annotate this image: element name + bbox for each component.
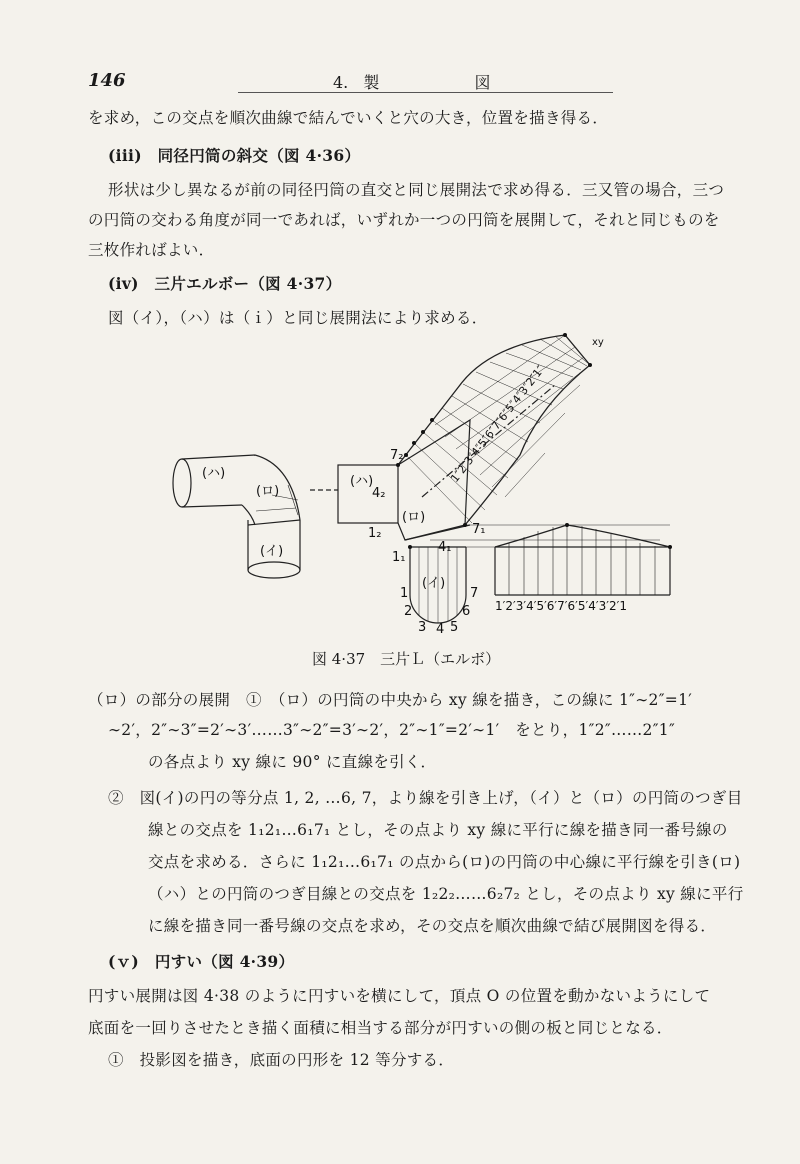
label-ro-left: (ロ) — [256, 484, 280, 499]
elbow-end-ellipse — [173, 459, 191, 507]
i-development-strip — [495, 525, 670, 595]
section-heading-iii: (iii) 同径円筒の斜交（図 4·36） — [108, 146, 361, 165]
header-rule — [238, 92, 613, 93]
paragraph-line: 円すい展開は図 4·38 のように円すいを横にして，頂点 O の位置を動かないようにして — [88, 987, 711, 1005]
label-ha: (ハ) — [350, 474, 374, 489]
paragraph-line: ∼2′，2″∼3″=2′∼3′……3″∼2″=3′∼2′，2″∼1″=2′∼1′ をとり，1″2″……2″1″ — [108, 721, 676, 739]
figure-caption: 図 4·37 三片Ｌ（エルボ） — [312, 650, 501, 668]
label-ha-left: (ハ) — [202, 466, 226, 481]
page-header — [88, 70, 748, 96]
paragraph-line: の円筒の交わる角度が同一であれば，いずれか一つの円筒を展開して，それと同じものを — [88, 211, 720, 229]
development-curve — [495, 525, 670, 547]
chapter-title-part1: 製 — [363, 73, 380, 92]
label-4-2: 4₂ — [372, 486, 386, 501]
label-4-1: 4₁ — [438, 540, 452, 555]
elbow-development-figure — [160, 325, 680, 645]
paragraph-line: 図（イ），（ハ）は（ｉ）と同じ展開法により求める． — [108, 309, 488, 327]
elbow-sketch — [173, 455, 300, 578]
paragraph-line: に線を描き同一番号線の交点を求め，その交点を順次曲線で結び展開図を得る． — [148, 917, 717, 935]
xy-label: xy — [592, 337, 604, 348]
label-ro: (ロ) — [402, 510, 426, 525]
paragraph-line: 形状は少し異なるが前の同径円筒の直交と同じ展開法で求め得る．三又管の場合，三つ — [108, 181, 725, 199]
paragraph-line: を求め，この交点を順次曲線で結んでいくと穴の大き，位置を描き得る． — [88, 109, 609, 127]
paragraph-line: （ロ）の部分の展開 ① （ロ）の円筒の中央から xy 線を描き，この線に 1″∼2″=1′ — [88, 691, 693, 709]
chapter-heading — [333, 70, 490, 93]
label-1-1: 1₁ — [392, 550, 406, 565]
elbow-joint — [248, 520, 300, 525]
paragraph-line: 線との交点を 1₁2₁…6₁7₁ とし，その点より xy 線に平行に線を描き同一番号線の — [148, 821, 728, 839]
section-heading-v: (ｖ) 円すい（図 4·39） — [108, 952, 295, 971]
circle-point-1: 1 — [400, 586, 409, 601]
circle-point-7: 7 — [470, 586, 479, 601]
page-number: 146 — [88, 70, 126, 91]
paragraph-line: 三枚作ればよい． — [88, 241, 215, 259]
circle-point-3: 3 — [418, 620, 427, 635]
label-1-2: 1₂ — [368, 526, 382, 541]
label-7-2: 7₂ — [390, 448, 404, 463]
diagonal-scale-labels: 1″2″3″4″5″6″7″6″5″4″3″2″1″ — [448, 363, 548, 485]
circle-point-5: 5 — [450, 620, 459, 635]
label-7-1: 7₁ — [472, 522, 486, 537]
strip-scale-labels: 1′2′3′4′5′6′7′6′5′4′3′2′1 — [495, 599, 627, 613]
circle-point-6: 6 — [462, 604, 471, 619]
elbow-bottom-ellipse — [248, 562, 300, 578]
chapter-title-part2: 図 — [474, 73, 491, 92]
elbow-edge — [182, 505, 242, 507]
label-i: (イ) — [422, 576, 446, 591]
paragraph-line: 交点を求める．さらに 1₁2₁…6₁7₁ の点から(ロ)の円筒の中心線に平行線を引き(ロ) — [148, 853, 741, 871]
joint-line — [405, 525, 470, 540]
paragraph-line: の各点より xy 線に 90° に直線を引く． — [148, 753, 437, 771]
circle-point-2: 2 — [404, 604, 413, 619]
paragraph-line: ② 図(イ)の円の等分点 1, 2, …6, 7，より線を引き上げ，（イ）と（ロ）の円筒のつぎ目 — [108, 789, 743, 807]
section-heading-iv: (iv) 三片エルボー（図 4·37） — [108, 274, 342, 293]
paragraph-line: ① 投影図を描き，底面の円形を 12 等分する． — [108, 1051, 455, 1069]
paragraph-line: 底面を一回りさせたとき描く面積に相当する部分が円すいの側の板と同じとなる． — [88, 1019, 673, 1037]
circle-point-4: 4 — [436, 622, 445, 637]
paragraph-line: （ハ）との円筒のつぎ目線との交点を 1₂2₂……6₂7₂ とし，その点より xy 線に平行 — [148, 885, 744, 903]
label-i-left: (イ) — [260, 544, 284, 559]
elbow-edge — [182, 455, 255, 459]
chapter-number: 4. — [333, 73, 349, 92]
